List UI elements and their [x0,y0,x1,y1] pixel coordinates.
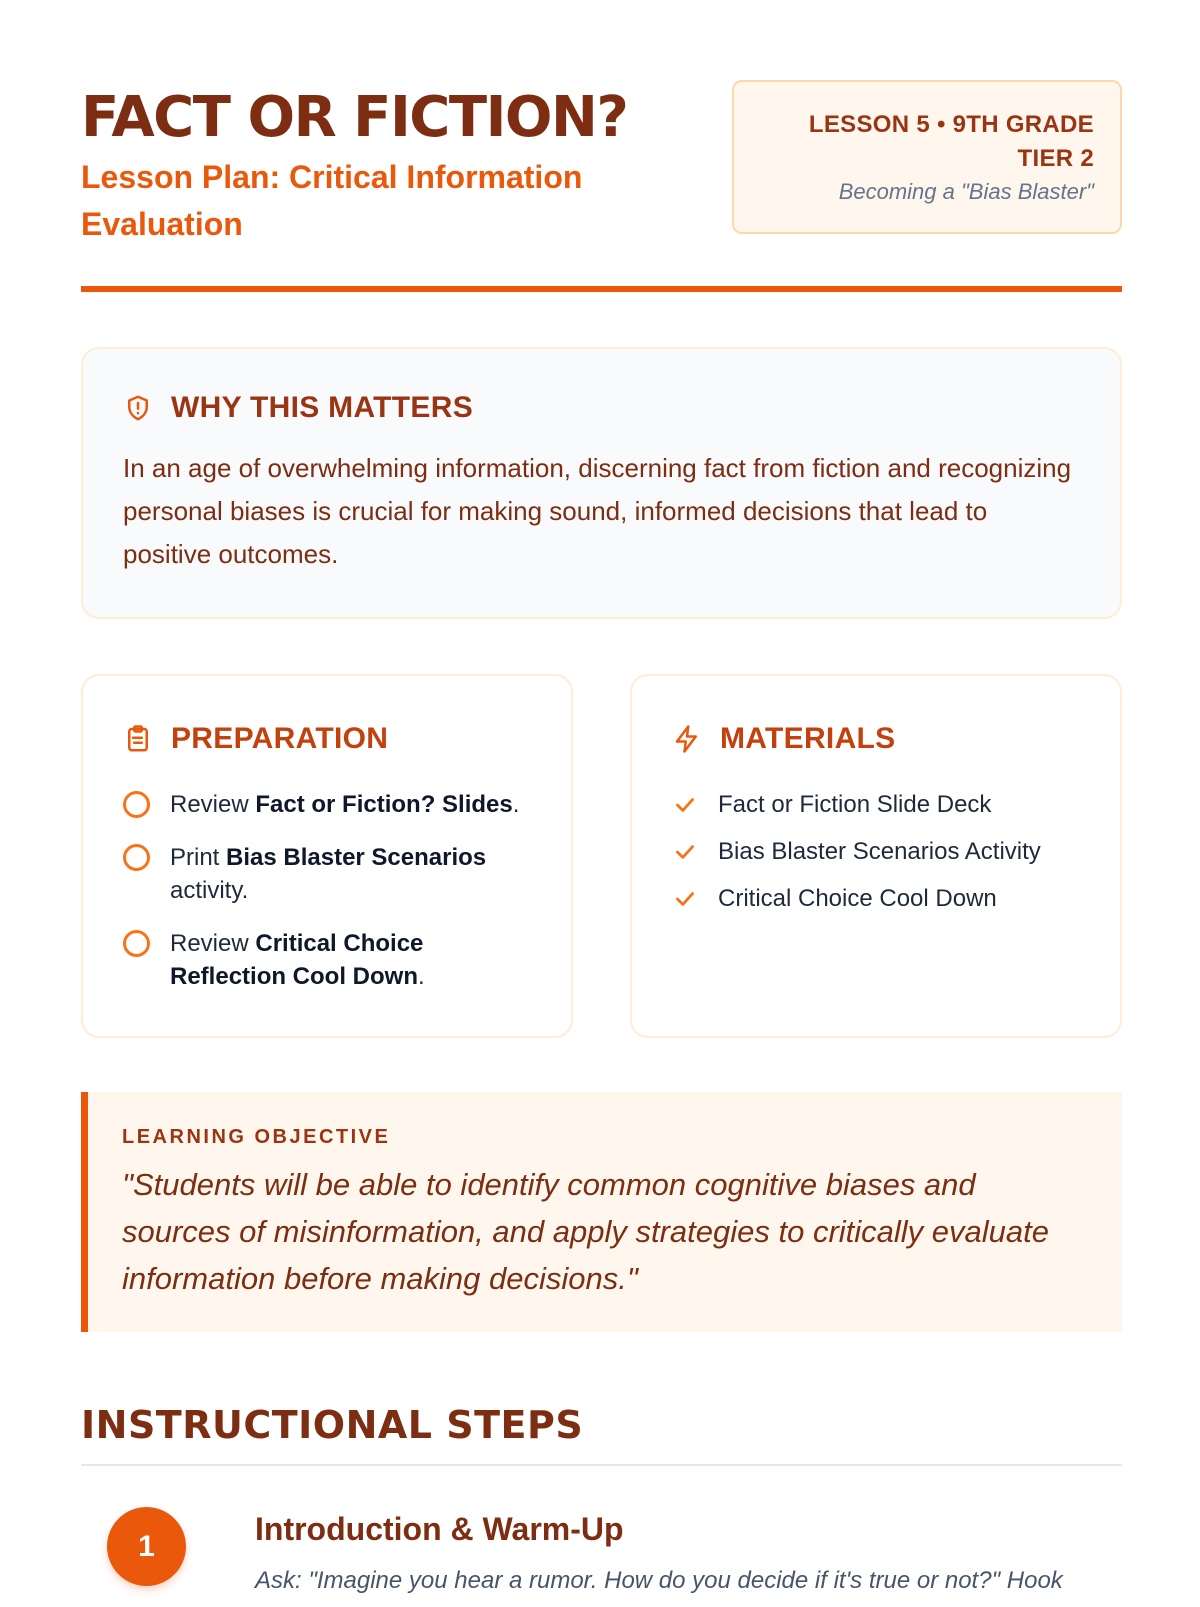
list-item: Critical Choice Cool Down [672,882,1084,915]
why-heading: WHY THIS MATTERS [171,391,474,424]
objective-kicker: LEARNING OBJECTIVE [122,1126,391,1148]
shield-alert-icon [123,393,153,423]
step-description: Ask: "Imagine you hear a rumor. How do you decide if it's true or not?" Hook [255,1567,1063,1594]
header-divider [81,286,1122,292]
header [81,80,1122,240]
objective-quote: "Students will be able to identify common cognitive biases and sources of misinformation, and apply strategies to critically evaluate information before making decisions." [122,1167,1049,1296]
page-subtitle: Lesson Plan: Critical Information Evaluation [81,159,583,242]
why-body: In an age of overwhelming information, discerning fact from fiction and recognizing personal biases is crucial for making sound, informed decisions that lead to positive outcomes. [123,453,1072,569]
steps-heading: INSTRUCTIONAL STEPS [81,1403,584,1447]
why-this-matters-card [81,347,1122,619]
preparation-heading: PREPARATION [171,722,389,755]
page-title: FACT OR FICTION? [81,85,628,150]
steps-divider [81,1464,1122,1466]
list-item: Print Bias Blaster Scenarios activity. [123,841,535,907]
checkmark-icon [672,886,698,912]
circle-icon [123,930,150,957]
checkmark-icon [672,839,698,865]
learning-objective [81,1092,1122,1332]
checkmark-icon [672,792,698,818]
list-item: Review Critical Choice Reflection Cool Down. [123,927,535,993]
lesson-tagline: Becoming a "Bias Blaster" [838,179,1094,204]
list-item: Review Fact or Fiction? Slides. [123,788,535,821]
materials-heading: MATERIALS [720,722,896,755]
lightning-icon [672,724,702,754]
lesson-info-box [732,80,1122,234]
list-item: Fact or Fiction Slide Deck [672,788,1084,821]
list-item: Bias Blaster Scenarios Activity [672,835,1084,868]
circle-icon [123,791,150,818]
clipboard-list-icon [123,724,153,754]
step-title: Introduction & Warm-Up [255,1511,624,1547]
materials-list [672,788,1084,915]
materials-card [630,674,1122,1038]
preparation-card [81,674,573,1038]
preparation-list [123,788,535,993]
circle-icon [123,844,150,871]
step-item [81,1507,1122,1607]
lesson-meta: LESSON 5 • 9TH GRADE TIER 2 [808,111,1094,172]
step-number: 1 [107,1507,186,1586]
